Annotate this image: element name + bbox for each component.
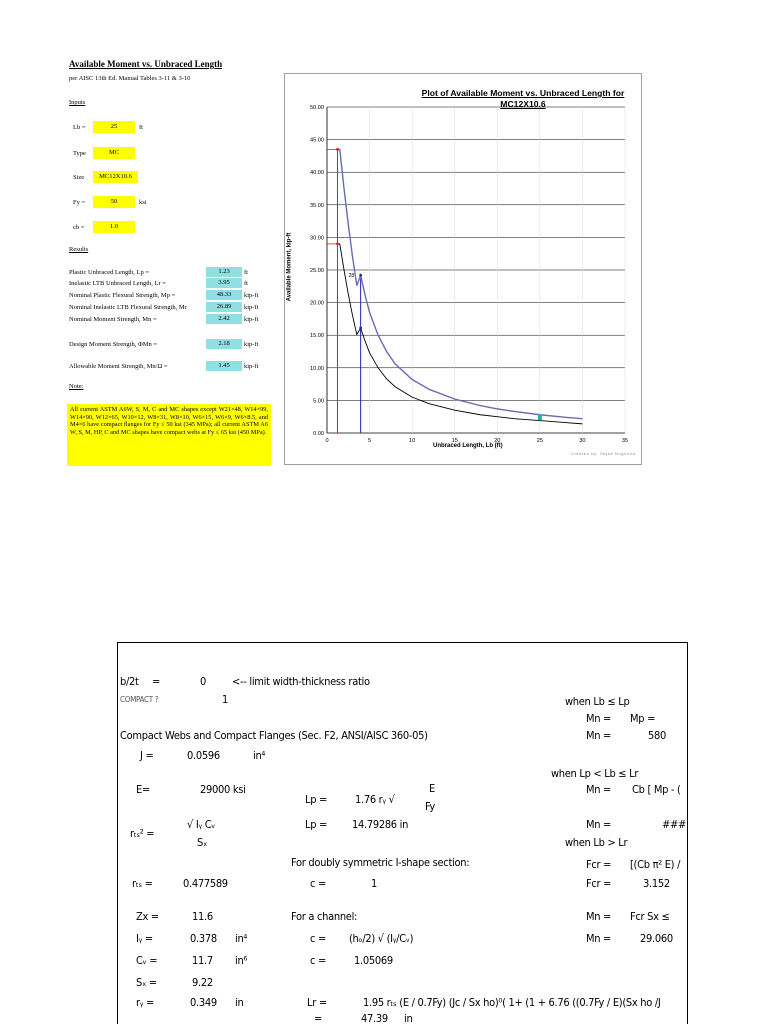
j-label: J = (140, 749, 154, 762)
result-value: 26.89 (206, 302, 242, 312)
result-value: 1.23 (206, 267, 242, 277)
chart-credit: Created by: Sajed Nogilone (571, 451, 636, 456)
lp-formula: 1.76 rᵧ √ (355, 793, 395, 806)
c3-label: c = (310, 954, 326, 967)
x-tick-label: 30 (579, 438, 586, 444)
y-tick-label: 50.00 (310, 105, 324, 111)
case1-mn2-value: 580 (648, 729, 666, 742)
doubly-symmetric-text: For doubly symmetric I-shape section: (291, 856, 470, 869)
page-subtitle: per AISC 13th Ed. Manual Tables 3-11 & 3-10 (69, 75, 191, 82)
lp-label: Lp = (305, 793, 328, 806)
result-label: Nominal Plastic Flexural Strength, Mp = (69, 292, 176, 299)
result-value: 3.95 (206, 278, 242, 288)
fcr2-value: 3.152 (643, 877, 670, 890)
chart-title: Plot of Available Moment vs. Unbraced Length for MC12X10.6 (421, 88, 625, 109)
rts-numerator: √ Iᵧ Cᵥ (187, 818, 216, 831)
x-tick-label: 10 (409, 438, 416, 444)
lp-formula-e: E (429, 782, 435, 795)
compact-value: 1 (222, 693, 228, 706)
result-label: Inelastic LTB Unbraced Length, Lr = (69, 280, 166, 287)
input-lb-field[interactable]: 25 (93, 121, 135, 133)
case1-mn1-label: Mn = (586, 712, 612, 725)
page-title: Available Moment vs. Unbraced Length (69, 59, 223, 69)
chart-xlabel: Unbraced Length, Lb (ft) (433, 443, 503, 449)
y-tick-label: 30.00 (310, 235, 324, 242)
allowable-strength-value: 1.45 (206, 361, 242, 371)
y-tick-label: 20.00 (310, 300, 324, 307)
result-unit: ft (244, 280, 248, 287)
lp2-value: 14.79286 in (352, 818, 409, 831)
input-label: cb = (73, 224, 85, 231)
case3-mn-label: Mn = (586, 818, 612, 831)
data-point (359, 327, 362, 330)
design-strength-value: 2.18 (206, 339, 242, 349)
rts-label: rₜₛ² = (130, 827, 155, 840)
bt-comment: <-- limit width-thickness ratio (232, 675, 370, 688)
result-unit: ft (244, 269, 248, 276)
rts2-label: rₜₛ = (132, 877, 153, 890)
y-tick-label: 15.00 (310, 333, 324, 340)
x-tick-label: 15 (451, 438, 458, 444)
result-label: Plastic Unbraced Length, Lp = (69, 269, 150, 276)
case4-mn2-label: Mn = (586, 932, 612, 945)
series-line (337, 149, 582, 418)
cw-value: 11.7 (192, 954, 213, 967)
design-strength-label: Design Moment Strength, ΦMn = (69, 341, 158, 348)
case2-when: when Lp < Lb ≤ Lr (551, 767, 639, 780)
input-cb-field[interactable]: 1.0 (93, 221, 135, 233)
chart-ylabel: Available Moment, kip-ft (286, 232, 293, 302)
case2-mn-label: Mn = (586, 783, 612, 796)
j-unit: in⁴ (253, 749, 266, 762)
input-label: Fy = (73, 199, 86, 206)
input-size-field[interactable]: MC12X10.6 (93, 171, 138, 183)
input-unit: ft (139, 124, 143, 131)
case1-mn2-label: Mn = (586, 729, 612, 742)
compact-label: COMPACT ? (120, 695, 159, 704)
result-unit: kip-ft (244, 304, 259, 311)
c1-label: c = (310, 877, 326, 890)
result-value: 48.33 (206, 290, 242, 300)
j-value: 0.0596 (187, 749, 220, 762)
c3-value: 1.05069 (354, 954, 393, 967)
result-unit: kip-ft (244, 316, 259, 323)
lr-unit: in (404, 1012, 413, 1025)
bt-label: b/2t (120, 675, 139, 688)
c2-formula: (hₒ/2) √ (Iᵧ/Cᵥ) (349, 932, 414, 945)
ry-unit: in (235, 996, 244, 1009)
lb-marker (538, 414, 542, 420)
case3-mn-value: ### (662, 818, 686, 831)
lr-eq: = (314, 1012, 322, 1025)
zx-label: Zx = (136, 910, 159, 923)
result-unit: kip-ft (244, 363, 259, 370)
note-heading: Note: (69, 383, 84, 390)
iy-unit: in⁴ (235, 932, 248, 945)
series-line (337, 244, 582, 424)
cw-label: Cᵥ = (136, 954, 158, 967)
x-tick-label: 35 (621, 438, 629, 444)
result-label: Nominal Moment Strength, Mn = (69, 316, 157, 323)
c1-value: 1 (371, 877, 377, 890)
lp2-label: Lp = (305, 818, 328, 831)
x-tick-label: 20 (494, 438, 501, 444)
result-unit: kip-ft (244, 292, 259, 299)
results-heading: Results (69, 246, 89, 253)
lr-formula: 1.95 rₜₛ (E / 0.7Fy) (Jc / Sx ho)⁰( 1+ (1 + 6.76 ((0.7Fy / E)(Sx ho /J (363, 996, 661, 1009)
case2-mn-value: Cb [ Mp - ( (632, 783, 681, 796)
inputs-heading: Inputs (69, 99, 86, 106)
iy-label: Iᵧ = (136, 932, 153, 945)
lr-value: 47.39 (361, 1012, 388, 1025)
sx-value: 9.22 (192, 976, 213, 989)
result-unit: kip-ft (244, 341, 259, 348)
iy-value: 0.378 (190, 932, 217, 945)
input-fy-field[interactable]: 50 (93, 196, 135, 208)
rts-denominator: Sₓ (197, 836, 208, 849)
bt-value: 0 (200, 675, 206, 688)
channel-text: For a channel: (291, 910, 358, 923)
case4-mn1-label: Mn = (586, 910, 612, 923)
zx-value: 11.6 (192, 910, 213, 923)
section-heading: Compact Webs and Compact Flanges (Sec. F2, ANSI/AISC 360-05) (120, 729, 428, 742)
lr-label: Lr = (307, 996, 327, 1009)
y-tick-label: 45.00 (310, 137, 324, 144)
bt-eq: = (152, 675, 160, 688)
lp-formula-fy: Fy (425, 800, 435, 813)
moment-vs-length-chart (285, 74, 641, 464)
y-tick-label: 0.00 (313, 431, 324, 437)
input-label: Type (73, 150, 86, 157)
case4-mn2-value: 29.060 (640, 932, 673, 945)
point-label: 28 (348, 273, 355, 280)
fcr1-label: Fcr = (586, 858, 612, 871)
input-type-field[interactable]: MC (93, 147, 135, 159)
sx-label: Sₓ = (136, 976, 157, 989)
e-value: 29000 ksi (200, 783, 246, 796)
ry-label: rᵧ = (136, 996, 154, 1009)
result-value: 2.42 (206, 314, 242, 324)
case1-mn1-value: Mp = (630, 712, 656, 725)
ry-value: 0.349 (190, 996, 217, 1009)
input-unit: ksi (139, 199, 147, 206)
result-label: Nominal Inelastic LTB Flexural Strength, Mr (69, 304, 187, 311)
case1-when: when Lb ≤ Lp (565, 695, 630, 708)
note-text: All current ASTM A6W, S, M, C and MC shapes except W21×48, W14×99, W14×90, W12×65, W10×12, W8×31, W8×10, W6×15, W6×9, W6×8.5, and M4×6 have compact flanges for Fy ≤ 50 ksi (345 MPa); all current ASTM A6 W, S, M, HP, C and MC shapes have compact webs at Fy ≤ 65 ksi (450 MPa). (67, 404, 271, 466)
y-tick-label: 40.00 (310, 170, 324, 177)
case4-mn1-value: Fcr Sx ≤ (630, 910, 670, 923)
rts2-value: 0.477589 (183, 877, 228, 890)
x-tick-label: 0 (325, 438, 329, 444)
y-tick-label: 5.00 (313, 398, 324, 405)
fcr2-label: Fcr = (586, 877, 612, 890)
e-label: E= (136, 783, 150, 796)
c2-label: c = (310, 932, 326, 945)
x-tick-label: 5 (368, 438, 372, 444)
data-point (336, 148, 339, 151)
x-tick-label: 25 (536, 438, 543, 444)
sheet-right-border (687, 642, 688, 1024)
y-tick-label: 10.00 (310, 365, 324, 372)
data-point (359, 274, 362, 277)
y-tick-label: 35.00 (310, 202, 324, 209)
data-point (336, 243, 339, 246)
y-tick-label: 25.00 (310, 268, 324, 274)
case3-when: when Lb > Lr (565, 836, 628, 849)
input-label: Lb = (73, 124, 86, 131)
chart-frame (284, 73, 642, 465)
fcr1-value: [(Cb π² E) / (630, 858, 681, 871)
sheet-top-border (117, 642, 688, 643)
cw-unit: in⁶ (235, 954, 248, 967)
sheet-left-border (117, 642, 118, 1024)
input-label: Size (73, 174, 85, 181)
allowable-strength-label: Allowable Moment Strength, Mn/Ω = (69, 363, 168, 370)
